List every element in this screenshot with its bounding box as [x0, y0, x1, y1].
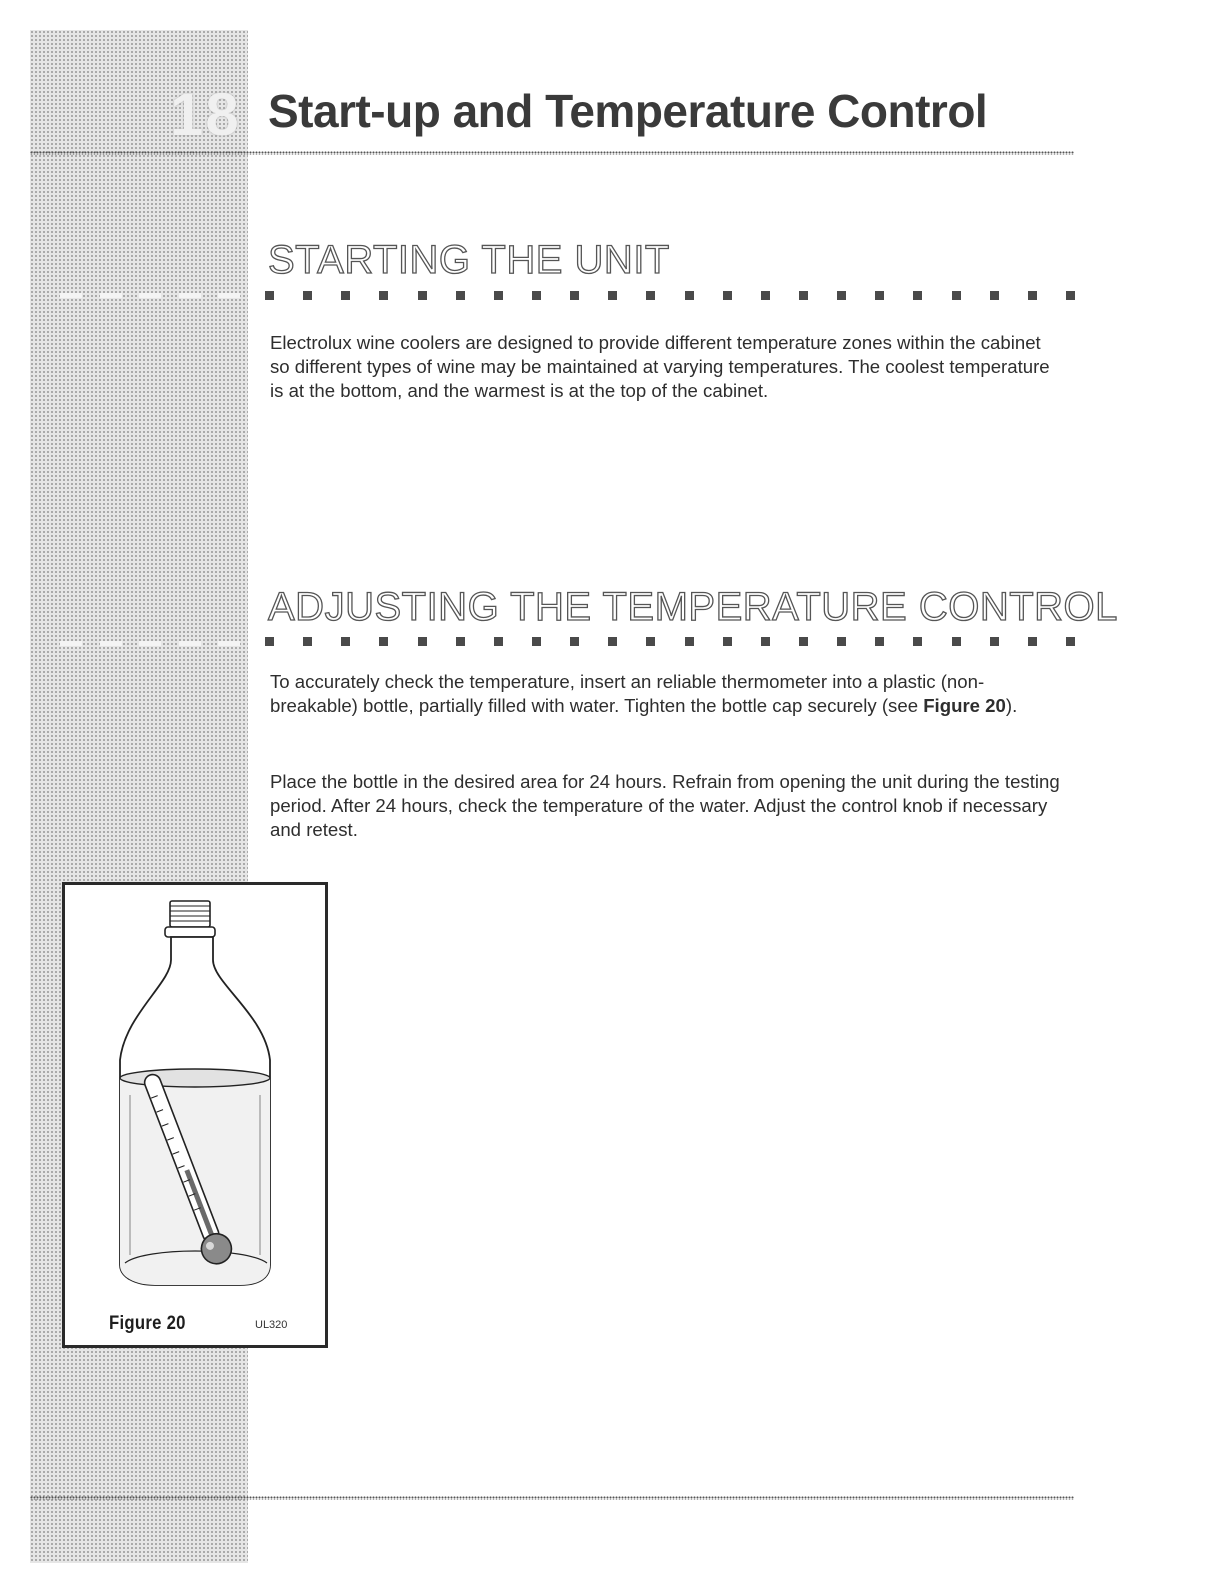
paragraph-text: ).	[1005, 695, 1018, 716]
paragraph-place-bottle: Place the bottle in the desired area for 24 hours. Refrain from opening the unit during the testing period. After 24 hours, check the temperature of the water. Adjust the control knob if necessary and retest.	[270, 771, 1060, 840]
footer-rule	[30, 1496, 1074, 1500]
sidebar-dash-decoration	[60, 293, 240, 301]
section-divider-squares	[265, 637, 1075, 649]
figure-code: UL320	[255, 1319, 288, 1331]
chapter-number: 18	[170, 81, 241, 148]
figure-20-box	[62, 882, 328, 1348]
bottle-with-thermometer-icon	[65, 885, 325, 1305]
paragraph-starting-the-unit: Electrolux wine coolers are designed to provide different temperature zones within the cabinet so different types of wine may be maintained at varying temperatures. The coolest temperature is at the bottom, and the warmest is at the top of the cabinet.	[270, 332, 1050, 401]
paragraph-check-temperature	[270, 670, 1060, 718]
section-divider-squares	[265, 291, 1075, 303]
paragraph-text: To accurately check the temperature, insert an reliable thermometer into a plastic (non-breakable) bottle, partially filled with water. Tighten the bottle cap securely (see	[270, 671, 985, 716]
figure-caption: Figure 20	[109, 1313, 186, 1334]
page-title: Start-up and Temperature Control	[268, 85, 988, 137]
section-heading-adjusting-temperature: ADJUSTING THE TEMPERATURE CONTROL	[268, 585, 1118, 629]
figure-reference: Figure 20	[923, 695, 1006, 716]
header-rule	[30, 151, 1074, 155]
section-heading-starting-the-unit: STARTING THE UNIT	[268, 238, 670, 282]
sidebar-dash-decoration	[60, 641, 240, 649]
